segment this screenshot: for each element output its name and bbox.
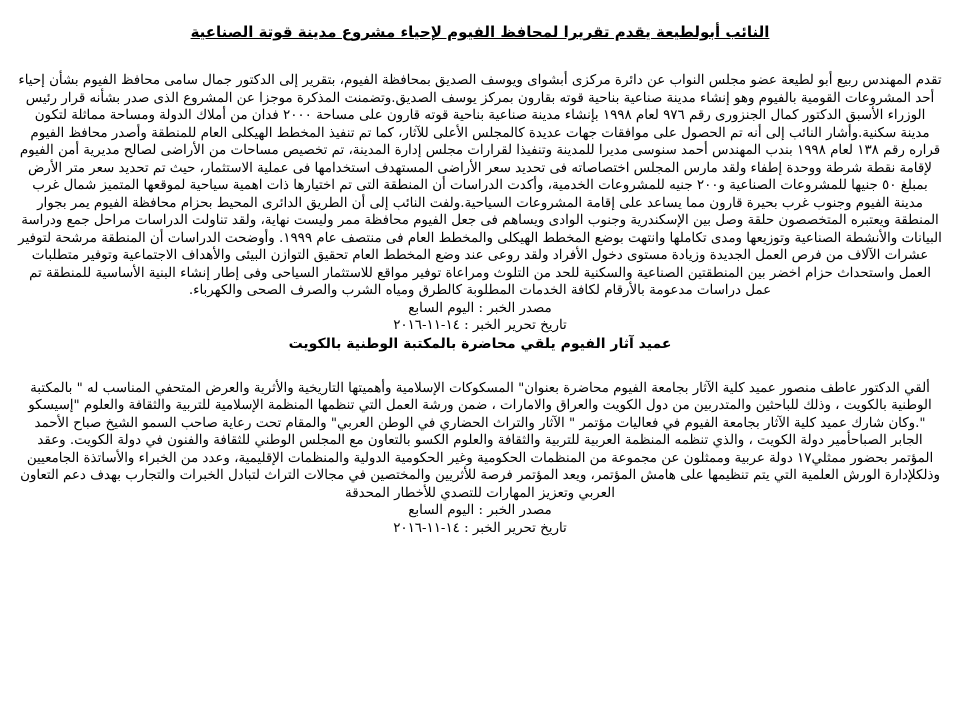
article-1-body: تقدم المهندس ربيع أبو لطيعة عضو مجلس النواب عن دائرة مركزى أبشواى ويوسف الصديق بمحافظة الفيوم، بتقرير إلى الدكتور جمال سامى محافظ الفيوم بشأن إحياء أحد المشروعات القومية بالفيوم وهو إنشاء مدينة صناعية بناحية قوته بقارون بمركز يوسف الصديق.وتضمنت المذكرة موجزا عن المشروع الذى صدر بشأنه قرار رئيس الوزراء الأسبق الدكتور كمال الجنزورى رقم ٩٧٦ لعام ١٩٩٨ بإنشاء مدينة صناعية بناحية قوته قارون على مساحة ٢٠٠٠ فدان من أملاك الدولة ومساحة مماثلة لتكون مدينة سكنية.وأشار النائب إلى أنه تم الحصول على موافقات جهات عديدة كالمجلس الأعلى للآثار، كما تم تنفيذ المخطط الهيكلى العام للمنطقة وأصدر محافظ الفيوم قراره رقم ١٣٨ لعام ١٩٩٨ بندب المهندس أحمد سنوسى مديرا للمدينة وتنفيذا لقرارات مجلس إدارة المدينة، تم تخصيص مساحات من الأراضى لصالح مديرية أمن الفيوم لإقامة نقطة شرطة ووحدة إطفاء ولقد مارس المجلس اختصاصاته فى تحديد سعر الأراضى المستهدف استخدامها فى عملية الاستثمار، حيث تم تحديد سعر متر الأرض بمبلغ ٥٠ جنيها للمشروعات الصناعية و٢٠٠ جنيه للمشروعات الخدمية، وأكدت الدراسات أن المنطقة التى تم اختيارها ذات اهمية سياحية لموقعها المتميز شمال غرب مدينة الفيوم وجنوب غرب بحيرة قارون مما يساعد على إقامة المشروعات السياحية.ولفت النائب إلى أن الطريق الدائرى المحيط بحزام محافظة الفيوم يمر بجوار المنطقة ويعتبره المتخصصون حلقة وصل بين الإسكندرية وجنوب الوادى ويساهم فى جعل الفيوم محافظة ممر وليست نهاية، ولقد تناولت الدراسات مراحل جمع ودراسة البيانات والأنشطة الصناعية وتوزيعها ومدى تكاملها وانتهت بوضع المخطط الهيكلى والمخطط العام فى منتصف عام ١٩٩٩. وأوضحت الدراسات أن المنطقة مرشحة لتوفير عشرات الآلاف من فرص العمل الجديدة وزيادة مستوى دخول الأفراد ولقد روعى عند وضع المخطط العام تحقيق التوازن البيئى والأهداف الاجتماعية وتوفير متطلبات العمل واستحداث حزام اخضر بين المنطقتين الصناعية والسكنية للحد من التلوث ومراعاة توفير مواقع للاستثمار السياحى وفى إطار إنشاء البنية الأساسية للمنطقة تم عمل دراسات مدعومة بالأرقام لكافة الخدمات المطلوبة كالطرق ومياه الشرب والصرف الصحى والكهرباء.: [18, 73, 942, 298]
article-2-body: ألقي الدكتور عاطف منصور عميد كلية الآثار بجامعة الفيوم محاضرة بعنوان" المسكوكات الإسلامية وأهميتها التاريخية والأثرية والعرض المتحفي المناسب له " بالمكتبة الوطنية بالكويت ، وذلك للباحثين والمتدربين من دول الكويت والعراق والامارات ، ضمن ورشة العمل التي تنظمها المنظمة الإسلامية للتربية والثقافة والعلوم "إسيسكو ".وكان شارك عميد كلية الآثار بجامعة الفيوم في فعاليات مؤتمر " الآثار والتراث الحضاري في الوطن العربي" والمقام تحت رعاية صاحب السمو الشيخ صباح الأحمد الجابر الصباحأمير دولة الكويت ، والذي تنظمه المنظمة العربية للتربية والثقافة والعلوم الكسو بالتعاون مع المجلس الوطني للثقافة والفنون في دولة الكويت. وعقد المؤتمر بحضور ممثلي١٧ دولة عربية وممثلون عن مجموعة من المنظمات الحكومية وغير الحكومية الدولية والمنظمات الإقليمية، وعدد من الخبراء والأساتذة الجامعيين وذلكلإدارة الورش العلمية التي يتم تنظيمها على هامش المؤتمر، ويعد المؤتمر فرصة للأثريين والمختصين في مجالات التراث لتبادل الخبرات والتجارب بهدف دعم التعاون العربي وتعزيز المهارات للتصدي للأخطار المحدقة: [20, 380, 940, 501]
article-2-title: عميد آثار الفيوم يلقي محاضرة بالمكتبة الوطنية بالكويت: [288, 335, 672, 352]
article-1-title: النائب أبولطيعة يقدم تقريرا لمحافظ الفيوم لإحياء مشروع مدينة قوتة الصناعية: [190, 23, 770, 41]
article-1-date: تاريخ تحرير الخبر : ١٤-١١-٢٠١٦: [393, 318, 567, 333]
article-2-date: تاريخ تحرير الخبر : ١٤-١١-٢٠١٦: [393, 520, 567, 536]
article-2-source: مصدر الخبر : اليوم السابع: [408, 503, 552, 518]
article-1-source: مصدر الخبر : اليوم السابع: [408, 300, 552, 316]
